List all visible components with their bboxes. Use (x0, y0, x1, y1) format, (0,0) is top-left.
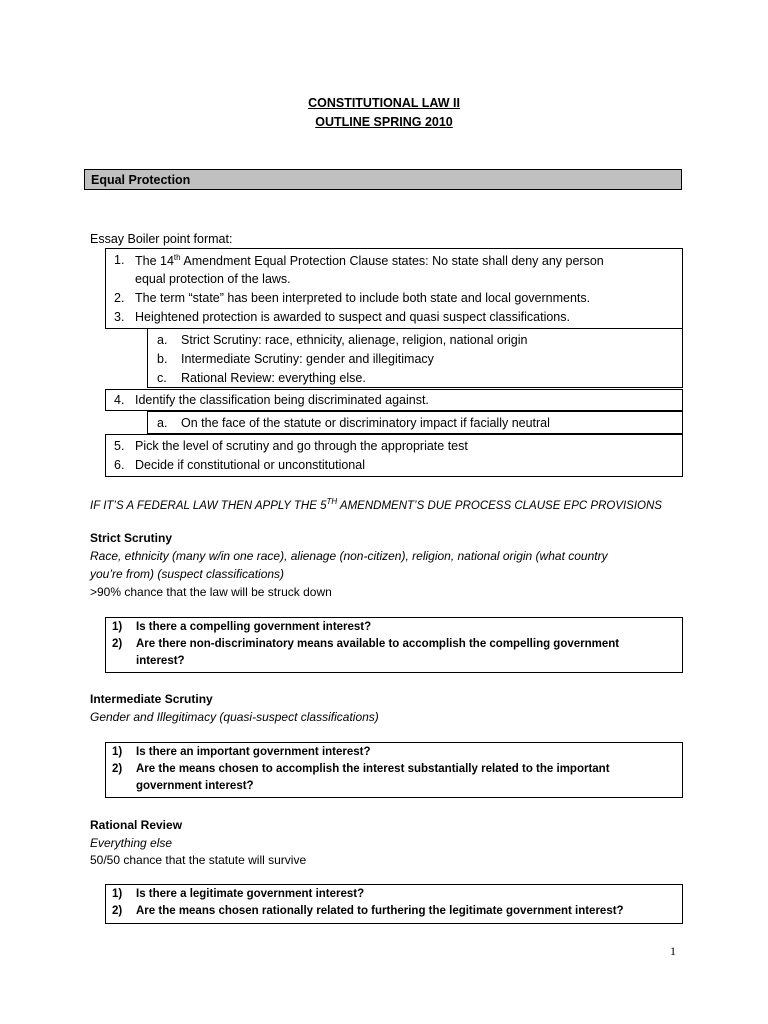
federal-law-note: IF IT’S A FEDERAL LAW THEN APPLY THE 5TH AMENDMENT’S DUE PROCESS CLAUSE EPC PROVISIONS (90, 497, 662, 512)
essay-box-item5-6: 5. Pick the level of scrutiny and go through the appropriate test 6. Decide if constitutional or unconstitutional (105, 434, 683, 477)
doc-subtitle: OUTLINE SPRING 2010 (315, 115, 453, 129)
page-number: 1 (670, 944, 676, 958)
rational-review-desc: Everything else (90, 836, 173, 850)
essay-box-item4a: a. On the face of the statute or discriminatory impact if facially neutral (147, 411, 683, 434)
essay-box-subitems: a. Strict Scrutiny: race, ethnicity, alienage, religion, national origin b. Intermediate Scrutiny: gender and illegitimacy c. Rational Review: everything else. (147, 328, 683, 388)
list-item-continuation: government interest? (136, 780, 254, 792)
essay-label: Essay Boiler point format: (90, 232, 233, 246)
strict-scrutiny-desc-line1: Race, ethnicity (many w/in one race), alienage (non-citizen), religion, national origin (what country (90, 549, 608, 563)
rational-review-heading: Rational Review (90, 818, 183, 832)
rational-review-questions: 1) Is there a legitimate government interest? 2) Are the means chosen rationally related to furthering the legitimate government interest? (105, 884, 683, 924)
doc-title: CONSTITUTIONAL LAW II (308, 96, 460, 110)
strict-scrutiny-chance: >90% chance that the law will be struck down (90, 585, 332, 599)
section-heading: Equal Protection (91, 173, 191, 187)
intermediate-scrutiny-desc: Gender and Illegitimacy (quasi-suspect classifications) (90, 710, 379, 724)
section-heading-bar (84, 169, 682, 190)
intermediate-scrutiny-questions: 1) Is there an important government interest? 2) Are the means chosen to accomplish the interest substantially related to the important government interest? (105, 742, 683, 798)
intermediate-scrutiny-heading: Intermediate Scrutiny (90, 692, 213, 706)
list-item-continuation: equal protection of the laws. (135, 272, 291, 286)
rational-review-chance: 50/50 chance that the statute will survive (90, 853, 307, 867)
strict-scrutiny-heading: Strict Scrutiny (90, 531, 173, 545)
strict-scrutiny-questions: 1) Is there a compelling government interest? 2) Are there non-discriminatory means available to accomplish the compelling government interest? (105, 617, 683, 673)
strict-scrutiny-desc-line2: you’re from) (suspect classifications) (90, 567, 285, 581)
essay-box-main: 1. The 14th Amendment Equal Protection Clause states: No state shall deny any person equal protection of the laws. 2. The term “state” has been interpreted to include both state and local governments. 3. Heightened protection is awarded to suspect and quasi suspect classifications. (105, 248, 683, 329)
essay-box-item4: 4. Identify the classification being discriminated against. (105, 389, 683, 411)
list-item-continuation: interest? (136, 655, 185, 667)
